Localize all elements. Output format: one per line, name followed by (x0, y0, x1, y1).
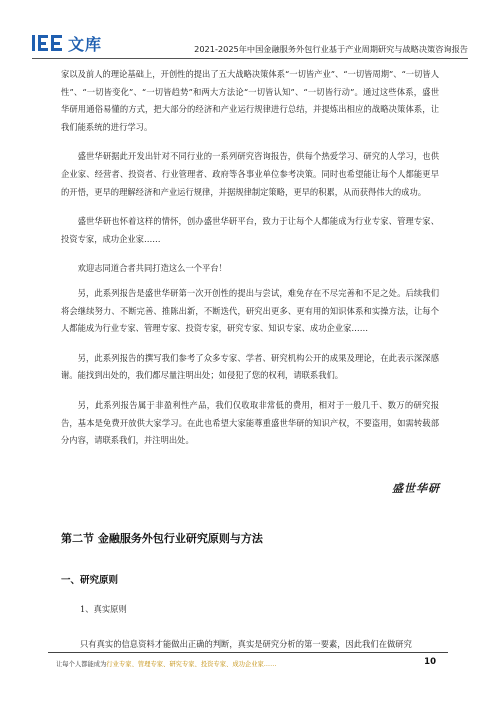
paragraph-2: 盛世华研据此开发出针对不同行业的一系列研究咨询报告，供每个热爱学习、研究的人学习，也供企业家、经营者、投资者、行业管理者、政府等各事业单位参考决策。同时也希望能让每个人都能更早的开悟，更早的理解经济和产业运行规律，并据规律制定策略，更早的积累，从而获得伟大的成功。 (61, 151, 439, 197)
paragraph-7: 另，此系列报告属于非盈利性产品，我们仅收取非常低的费用，相对于一般几千、数万的研究报告，基本是免费开放供大家学习。在此也希望大家能尊重盛世华研的知识产权，不要盗用，如需转载部分内容，请联系我们，并注明出处。 (61, 399, 439, 446)
sub-heading: 一、研究原则 (61, 575, 119, 586)
footer-prefix: 让每个人都能成为 (56, 661, 107, 668)
paragraph-1: 家以及前人的理论基础上，开创性的提出了五大战略决策体系“一切皆产业”、“一切皆周期”、“一切皆人性”、“一切皆变化”、“一切皆趋势”和两大方法论“一切皆认知”、“一切皆行动”。通过这些体系，盛世华研用通俗易懂的方式，把大部分的经济和产业运行规律进行总结，并提炼出相应的战略决策体系，让我们能系统的进行学习。 (61, 69, 439, 132)
paragraph-4: 欢迎志同道合者共同打造这么一个平台！ (77, 263, 227, 274)
page-number: 10 (424, 657, 436, 667)
section-heading: 第二节 金融服务外包行业研究原则与方法 (61, 532, 263, 545)
footer-slogan (56, 659, 276, 668)
report-title: 2021-2025年中国金融服务外包行业基于产业周期研究与战略决策咨询报告 (194, 44, 468, 54)
paragraph-6: 另，此系列报告的撰写我们参考了众多专家、学者、研究机构公开的成果及理论，在此表示深深感谢。能找到出处的，我们都尽量注明出处；如侵犯了您的权利，请联系我们。 (61, 352, 439, 381)
footer-highlight: 行业专家、管理专家、研究专家、投资专家、成功企业家…… (106, 661, 277, 668)
wenku-logo (32, 32, 102, 54)
page-footer (48, 652, 448, 673)
logo-text: 文库 (68, 34, 103, 54)
signature: 盛世华研 (392, 482, 440, 495)
paragraph-3: 盛世华研也怀着这样的情怀，创办盛世华研平台，致力于让每个人都能成为行业专家、管理专家、投资专家，成功企业家…… (61, 216, 439, 244)
paragraph-5: 另，此系列报告是盛世华研第一次开创性的提出与尝试，难免存在不尽完善和不足之处。后续我们将会继续努力、不断完善、推陈出新，不断迭代，研究出更多、更有用的知识体系和实操方法，让每个人都能成为行业专家、管理专家、投资专家，研究专家、知识专家、成功企业家…… (61, 287, 439, 334)
body-content (61, 66, 439, 450)
paragraph-truncated: 只有真实的信息资料才能做出正确的判断，真实是研究分析的第一要素，因此我们在做研究 (80, 639, 412, 649)
logo-mark-icon (32, 33, 64, 53)
item-heading: 1、真实原则 (80, 604, 127, 614)
page-header (32, 18, 468, 59)
